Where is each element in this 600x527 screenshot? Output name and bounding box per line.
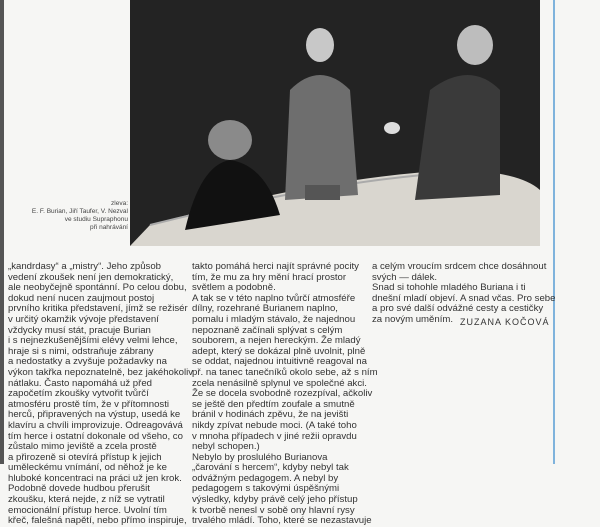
text-line: „čarování s hercem“, kdyby nebyl tak [192,462,349,474]
text-line: souborem, a nejen hereckým. Že mladý [192,335,361,347]
text-line: dnešní mladí objeví. A snad včas. Pro sebe [372,292,556,304]
text-line: nepoznaně začínali splývat s celým [192,324,343,336]
text-line: adept, který se dokázal plně uvolnit, plně [192,345,366,357]
text-line: hluboké koncentraci na práci už jen krok. [8,472,182,484]
text-column-1 [8,262,193,527]
text-line: klavíru a chvíli improvizuje. Odreagovává [8,419,183,431]
text-line: dílny, rozehrané Burianem naplno, [192,303,338,315]
text-line: nátlaku. Často napomáhá už před [8,377,152,389]
page-edge [0,0,4,464]
text-line: nebyl schopen.) [192,441,260,453]
text-line: herců, připravených na výstup, usedá ke [8,409,181,421]
text-line: atmosféru prostě tím, že v přítomnosti [8,398,170,410]
text-line: vždycky musí stát, pracuje Burian [8,324,151,336]
text-line: prvního kritika představení, jímž se režisér [8,303,188,315]
text-line: v určitý okamžik vývoje představení [8,313,159,325]
photo-caption [0,200,128,232]
text-line: ale neobyčejně spontánní. Po celou dobu, [8,282,187,294]
text-line: Že se docela svobodně rozezpíval, ačkoliv [192,388,373,400]
text-line: bránil v hodinách zpěvu, že na jevišti [192,409,349,421]
text-line: A tak se v této naplno tvůrčí atmosféře [192,292,356,304]
text-line: i s nejnezkušenějšími elévy velmi lehce, [8,335,178,347]
text-line: a nedostatky a zvyšuje požadavky na [8,356,167,368]
text-line: Nebylo by proslulého Burianova [192,451,328,463]
text-line: svých — dálek. [372,271,438,283]
caption-line: při nahrávání [90,224,128,231]
text-line: př. na tanec tanečníků okolo sebe, až s ním [192,366,378,378]
text-line: nikdy zpívat nebude moci. (A také toho [192,419,357,431]
text-line: tím herce i ostatní dokonale od všeho, co [8,430,183,442]
text-line: tím, že mu za hry mění hrací prostor [192,271,347,283]
text-line: křeč, falešná napětí, nebo přímo inspiruje, [8,515,187,527]
margin-line [553,0,555,464]
text-line: dokud není nucen zaujmout postoj [8,292,155,304]
text-line: „kandrdasy“ a „mistry“. Jeho způsob [8,261,162,272]
text-line: odvážným pedagogem. A nebyl by [192,472,339,484]
text-line: uměleckému vnímání, od něhož je ke [8,462,167,474]
text-line: a přirozeně si otevírá přístup k jejich [8,451,162,463]
text-line: za novým uměním. [372,313,454,325]
text-line: hraje si s nimi, odstraňuje zábrany [8,345,154,357]
text-line: Snad si tohohle mladého Buriana i ti [372,282,526,294]
photograph [130,0,540,246]
text-line: zůstalo mimo jeviště a zcela prostě [8,441,157,453]
text-line: se ještě den předtím zoufale a smutně [192,398,355,410]
text-line: pomalu i mladým stávalo, že najednou [192,313,356,325]
text-line: a pro své další odvážné cesty a cestičky [372,303,544,315]
text-column-2 [192,262,378,527]
text-line: zcela nenásilně splynul ve společné akci. [192,377,367,389]
text-line: vedení zkoušek není jen demokratický, [8,271,174,283]
text-line: a celým vroucím srdcem chce dosáhnout [372,261,547,272]
text-line: výkon takřka nepoznatelně, bez jakéhokoliv [8,366,194,378]
text-line: započetím zkoušky vytvořit tvůrčí [8,388,149,400]
text-line: emocionální přístup herce. Uvolní tím [8,504,167,516]
text-line: trvalého mládí. Toho, které se nezastavuje [192,515,372,527]
text-line: Podobně dovede hudbou přerušit [8,483,150,495]
caption-line: zleva: [111,200,128,207]
text-line: takto pomáhá herci najít správné pocity [192,261,359,272]
caption-line: ve studiu Supraphonu [64,216,128,223]
text-line: se oddat, najednou intuitivně reagoval na [192,356,367,368]
caption-line: E. F. Burian, Jiří Taufer, V. Nezval [31,208,128,215]
text-line: v mnoha případech v jiné režii opravdu [192,430,357,442]
text-line: výsledky, kdyby právě celý jeho přístup [192,494,358,506]
text-line: pedagogem s takovými úspěšnými [192,483,340,495]
text-line: k tvorbě nenesl v sobě ony hlavní rysy [192,504,355,516]
text-line: zkoušku, která nejde, z níž se vytratil [8,494,165,506]
text-line: světlem a podobně. [192,282,276,294]
author-signature: ZUZANA KOČOVÁ [460,317,550,327]
